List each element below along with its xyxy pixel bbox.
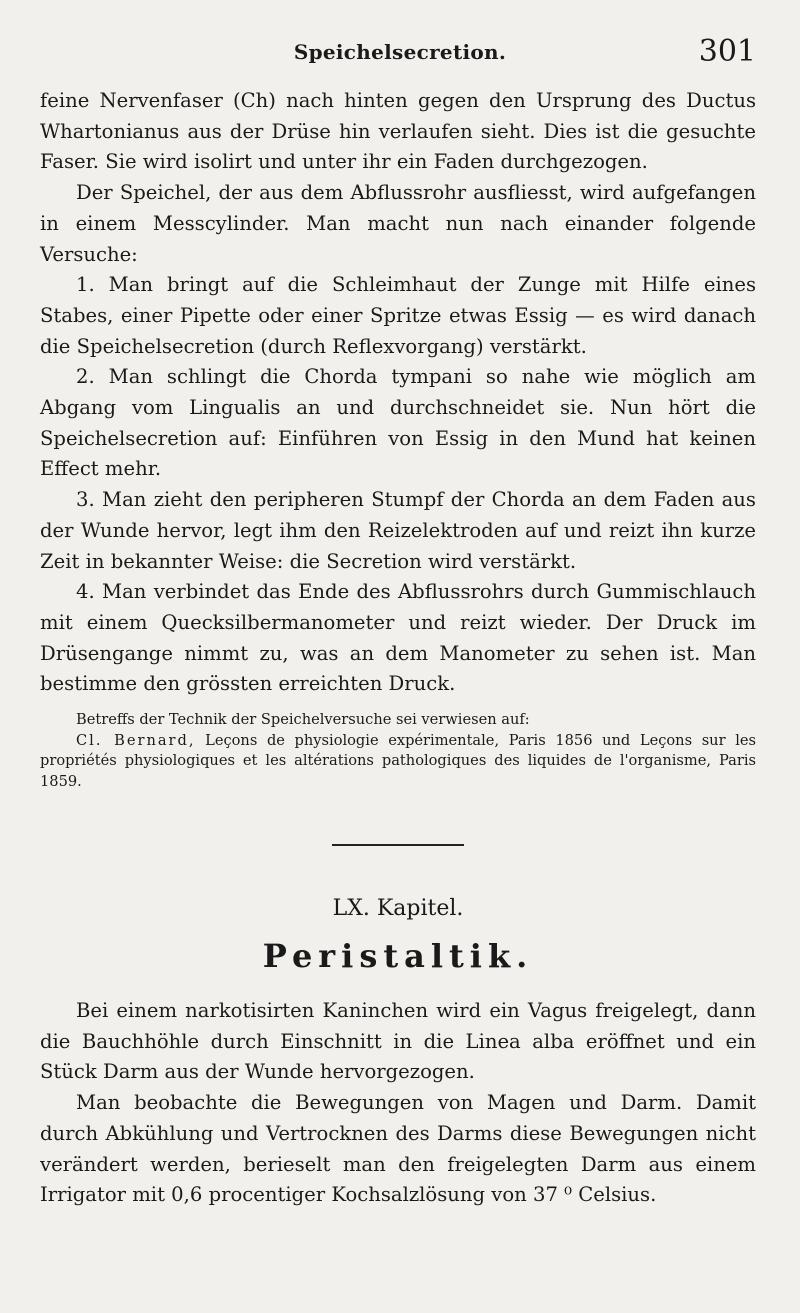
- footnote-author: Cl. Bernard,: [76, 731, 196, 749]
- running-head: [36, 34, 764, 78]
- list-item-2: 2. Man schlingt die Chorda tympani so nahe wie möglich am Abgang vom Lingualis an und durchschneidet sie. Nun hört die Speichelsecretion auf: Einführen von Essig in den Mund hat keinen Effect mehr.: [40, 365, 756, 481]
- chapter-number: LX. Kapitel.: [332, 896, 464, 922]
- footnote-line-1: Betreffs der Technik der Speichelversuche sei verwiesen auf:: [76, 711, 530, 729]
- footnote: [40, 710, 756, 792]
- list-item-3: 3. Man zieht den peripheren Stumpf der Chorda an dem Faden aus der Wunde hervor, legt ihm den Reizelektroden auf und reizt ihn kurze Zeit in bekannter Weise: die Secretion wird verstärkt.: [40, 488, 756, 573]
- paragraph-speichel: Der Speichel, der aus dem Abflussrohr ausfliesst, wird aufgefangen in einem Messcylinder. Man macht nun nach einander folgende Versuche:: [40, 181, 756, 266]
- footnote-reference-text: Leçons de physiologie expérimentale, Paris 1856 und Leçons sur les propriétés physiologiques et les altérations pathologiques des liquides de l'organisme, Paris 1859.: [40, 731, 756, 790]
- paragraph-kaninchen: Bei einem narkotisirten Kaninchen wird ein Vagus freigelegt, dann die Bauchhöhle durch Einschnitt in die Linea alba eröffnet und ein Stück Darm aus der Wunde hervorgezogen.: [40, 999, 756, 1084]
- paragraph-continuation: feine Nervenfaser (Ch) nach hinten gegen den Ursprung des Ductus Whartonianus aus der Drüse hin verlaufen sieht. Dies ist die gesuchte Faser. Sie wird isolirt und unter ihr ein Faden durchgezogen.: [40, 89, 756, 174]
- list-item-4: 4. Man verbindet das Ende des Abflussrohrs durch Gummischlauch mit einem Quecksilbermanometer und reizt wieder. Der Druck im Drüsengange nimmt zu, was an dem Manometer zu sehen ist. Man bestimme den grössten erreichten Druck.: [40, 580, 756, 696]
- body-text: [40, 86, 756, 1211]
- section-divider: [332, 844, 464, 846]
- list-item-1: 1. Man bringt auf die Schleimhaut der Zunge mit Hilfe eines Stabes, einer Pipette oder einer Spritze etwas Essig — es wird danach die Speichelsecretion (durch Reflexvorgang) verstärkt.: [40, 273, 756, 358]
- chapter-title: Peristaltik.: [262, 937, 534, 976]
- page-number: 301: [698, 34, 756, 69]
- paragraph-bewegungen: Man beobachte die Bewegungen von Magen und Darm. Damit durch Abkühlung und Vertrocknen des Darms diese Bewegungen nicht verändert werden, berieselt man den freigelegten Darm aus einem Irrigator mit 0,6 procentiger Kochsalzlösung von 37 ⁰ Celsius.: [40, 1091, 756, 1207]
- running-title: Speichelsecretion.: [293, 40, 507, 64]
- footnote-reference: [40, 731, 756, 793]
